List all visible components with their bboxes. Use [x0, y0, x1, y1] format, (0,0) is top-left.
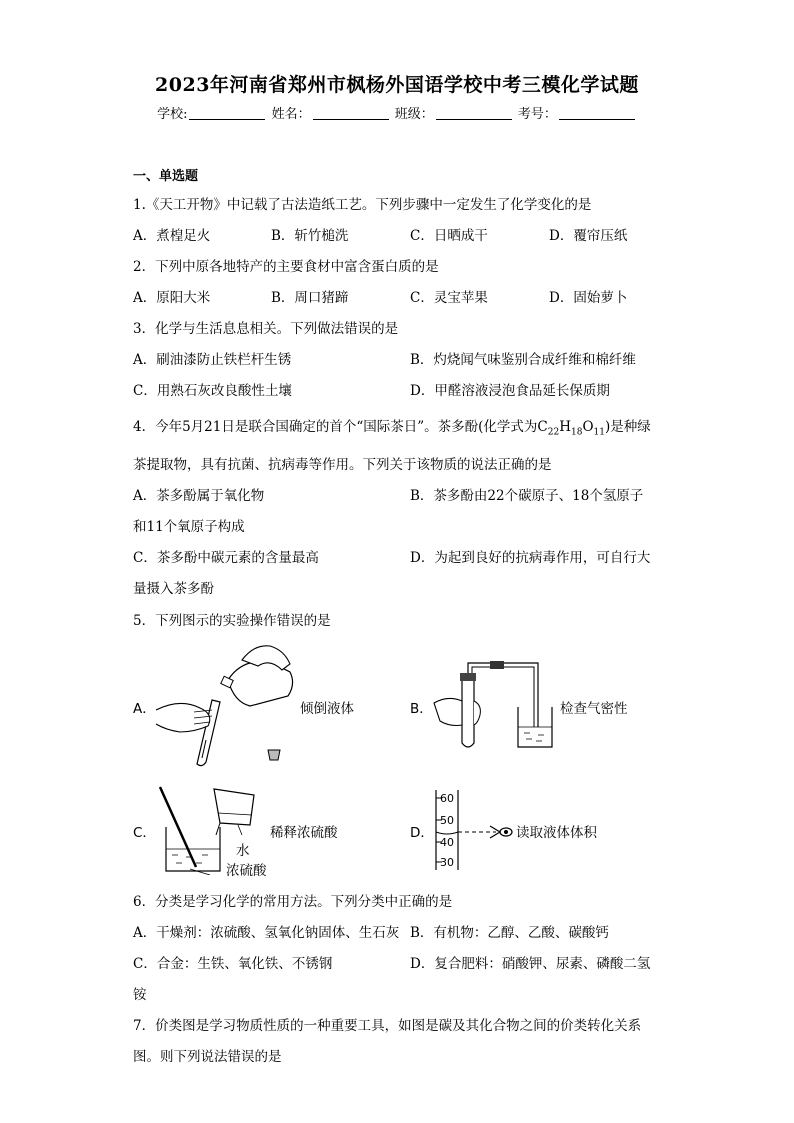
q4-option-d-cont: 量摄入茶多酚	[133, 581, 214, 597]
q1-stem: 1.《天工开物》中记载了古法造纸工艺。下列步骤中一定发生了化学变化的是	[133, 197, 592, 213]
q5-a-letter: A．	[133, 701, 156, 717]
q5-a-label: 倾倒液体	[300, 701, 354, 717]
q4-stem-pre: 4．今年5月21日是联合国确定的首个“国际茶日”。茶多酚(化学式为C	[133, 419, 548, 435]
q4-option-b: B．茶多酚由22个碳原子、18个氢原子	[410, 488, 644, 504]
q4-o: O	[582, 419, 594, 435]
q3-option-c: C．用熟石灰改良酸性土壤	[133, 383, 292, 399]
q1-option-d: D．覆帘压纸	[549, 228, 628, 244]
q5-a-pouring-illustration	[150, 640, 300, 770]
q4-option-d: D．为起到良好的抗病毒作用，可自行大	[410, 550, 651, 566]
q2-stem: 2．下列中原各地特产的主要食材中富含蛋白质的是	[133, 259, 439, 275]
q2-option-d: D．固始萝卜	[549, 290, 628, 306]
q4-stem-line2: 茶提取物，具有抗菌、抗病毒等作用。下列关于该物质的说法正确的是	[133, 457, 552, 473]
q4-stem	[133, 415, 651, 438]
q4-option-b-cont: 和11个氧原子构成	[133, 519, 245, 535]
q5-b-airtightness-illustration	[430, 655, 560, 755]
q4-h: H	[559, 419, 571, 435]
q3-stem: 3．化学与生活息息相关。下列做法错误的是	[133, 321, 399, 337]
q5-d-tick-60: 60	[440, 792, 454, 805]
q4-sub-h: 18	[571, 427, 583, 438]
q3-option-d: D．甲醛溶液浸泡食品延长保质期	[410, 383, 610, 399]
q5-d-tick-40: 40	[440, 836, 454, 849]
q5-b-letter: B．	[410, 701, 433, 717]
q5-d-letter: D．	[410, 825, 434, 841]
exam-title: 2023年河南省郑州市枫杨外国语学校中考三模化学试题	[155, 74, 639, 96]
school-blank	[189, 107, 265, 120]
q5-d-label: 读取液体体积	[516, 825, 597, 841]
q5-b-label: 检查气密性	[560, 701, 628, 717]
q2-option-a: A．原阳大米	[133, 290, 211, 306]
exam-no-label: 考号：	[517, 107, 557, 122]
name-label: 姓名：	[271, 107, 311, 122]
q6-stem: 6．分类是学习化学的常用方法。下列分类中正确的是	[133, 894, 453, 910]
q6-option-b: B．有机物：乙醇、乙酸、碳酸钙	[410, 925, 609, 941]
class-blank	[436, 107, 512, 120]
q7-stem-line2: 图。则下列说法错误的是	[133, 1049, 282, 1065]
q1-option-a: A．煮楻足火	[133, 228, 211, 244]
q5-c-letter: C．	[133, 825, 156, 841]
q2-option-b: B．周口猪蹄	[271, 290, 349, 306]
q6-option-d: D．复合肥料：硝酸钾、尿素、磷酸二氢	[410, 956, 651, 972]
q5-c-label: 稀释浓硫酸	[270, 825, 338, 841]
class-label: 班级：	[394, 107, 434, 122]
q6-option-a: A．干燥剂：浓硫酸、氢氧化钠固体、生石灰	[133, 925, 400, 941]
q5-stem: 5．下列图示的实验操作错误的是	[133, 613, 331, 629]
name-blank	[313, 107, 389, 120]
section-heading: 一、单选题	[133, 169, 199, 184]
exam-no-blank	[559, 107, 635, 120]
q6-option-d-cont: 铵	[133, 987, 147, 1003]
q4-sub-o: 11	[593, 427, 605, 438]
q2-option-c: C．灵宝苹果	[410, 290, 488, 306]
q4-option-c: C．茶多酚中碳元素的含量最高	[133, 550, 319, 566]
q5-d-tick-30: 30	[440, 856, 454, 869]
q6-option-c: C．合金：生铁、氧化铁、不锈钢	[133, 956, 333, 972]
school-label: 学校:	[157, 107, 188, 122]
student-info-line	[0, 103, 794, 122]
q7-stem: 7．价类图是学习物质性质的一种重要工具，如图是碳及其化合物之间的价类转化关系	[133, 1018, 642, 1034]
q5-c-acid-label: 浓硫酸	[226, 863, 267, 879]
q5-d-tick-50: 50	[440, 814, 454, 827]
q4-stem-post: )是种绿	[604, 419, 651, 435]
q5-c-water-label: 水	[236, 843, 250, 859]
q1-option-c: C．日晒成干	[410, 228, 488, 244]
q1-option-b: B．斩竹槌洗	[271, 228, 349, 244]
q3-option-a: A．刷油漆防止铁栏杆生锈	[133, 352, 292, 368]
q4-sub-c: 22	[547, 427, 560, 438]
q3-option-b: B．灼烧闻气味鉴别合成纤维和棉纤维	[410, 352, 636, 368]
q4-option-a: A．茶多酚属于氧化物	[133, 488, 265, 504]
